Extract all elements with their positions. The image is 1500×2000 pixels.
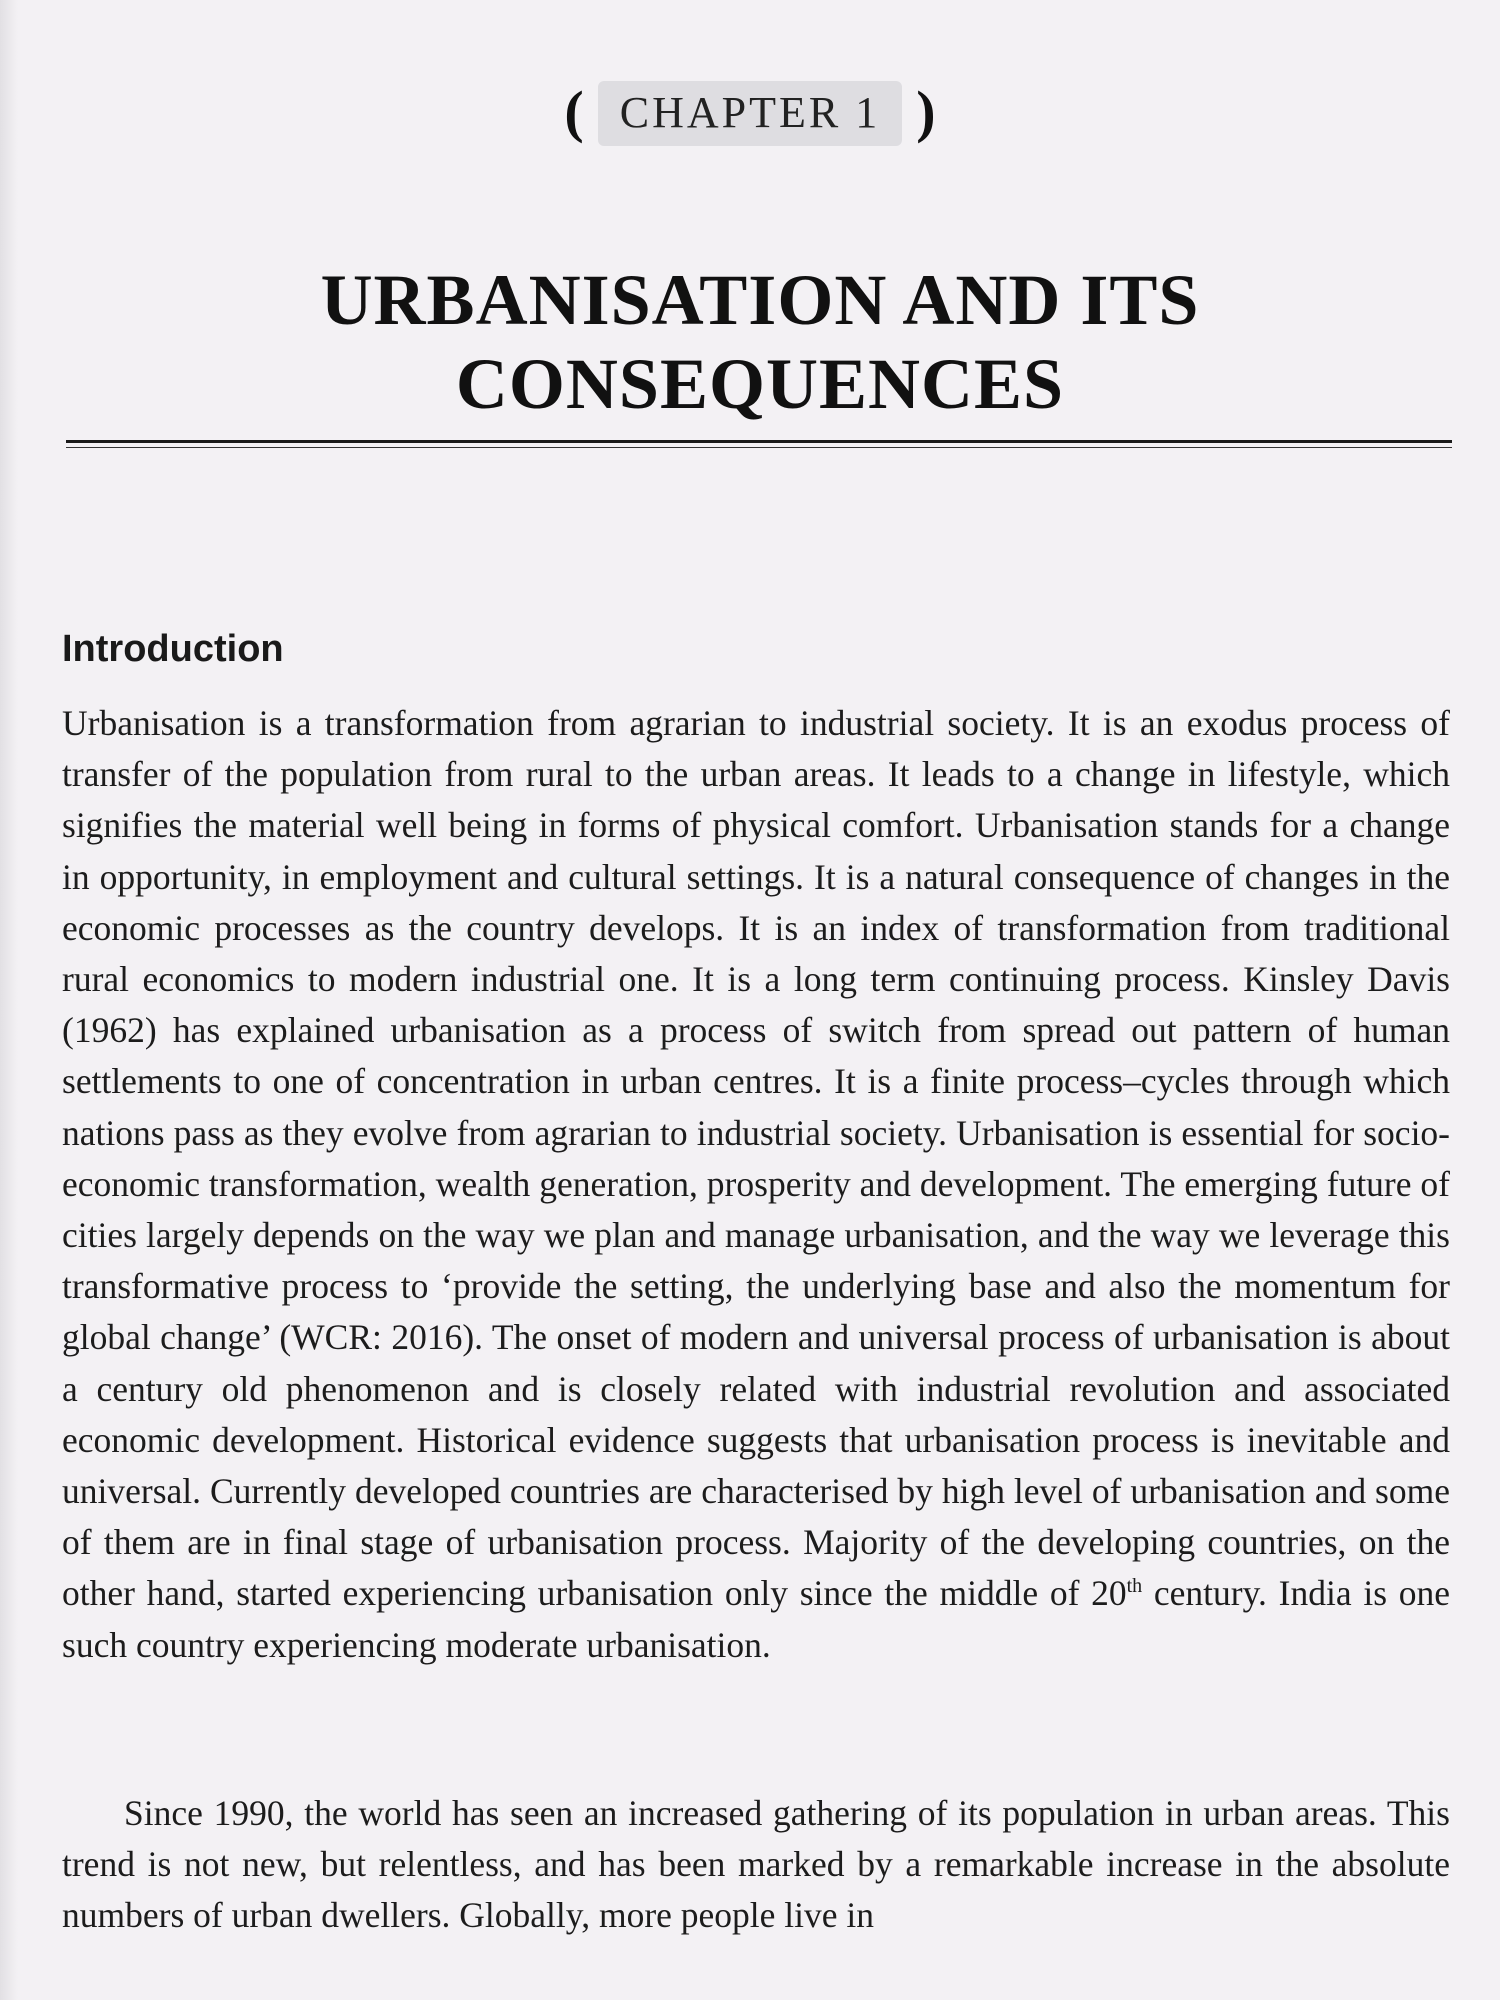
ordinal-superscript: th <box>1126 1575 1143 1598</box>
paragraph-1 <box>62 698 1450 1671</box>
chapter-title-line-2: CONSEQUENCES <box>455 344 1065 424</box>
chapter-label: CHAPTER 1 <box>598 81 902 146</box>
paragraph-2: Since 1990, the world has seen an increased gathering of its population in urban areas. This trend is not new, but relentless, and has been marked by a remarkable increase in the absolute numbers of urban dwellers. Globally, more people live in <box>62 1793 1450 1936</box>
close-parenthesis: ) <box>916 79 936 144</box>
title-rule-thick <box>66 440 1452 443</box>
paragraph-1-text: Urbanisation is a transformation from agrarian to industrial society. It is an exodus process of transfer of the population from rural to the urban areas. It leads to a change in lifestyle, which signifies the material well being in forms of physical comfort. Urbanisation stands for a change in opportunity, in employment and cultural settings. It is a natural consequence of changes in the economic processes as the country develops. It is an index of transformation from traditional rural economics to modern industrial one. It is a long term continuing process. Kinsley Davis (1962) has explained urbanisation as a process of switch from spread out pattern of human settlements to one of concentration in urban centres. It is a finite process–cycles through which nations pass as they evolve from agrarian to industrial society. Urbanisation is essential for socio-economic transformation, wealth generation, prosperity and development. The emerging future of cities largely depends on the way we plan and manage urbanisation, and the way we leverage this transformative process to ‘provide the setting, the underlying base and also the momentum for global change’ (WCR: 2016). The onset of modern and universal process of urbanisation is about a century old phenomenon and is closely related with industrial revolution and associated economic development. Historical evidence suggests that urbanisation process is inevitable and universal. Currently developed countries are characterised by high level of urbanisation and some of them are in final stage of urbanisation process. Majority of the developing countries, on the other hand, started experiencing urbanisation only since the middle of 20 <box>62 703 1450 1614</box>
title-rule-thin <box>66 447 1452 448</box>
open-parenthesis: ( <box>564 79 584 144</box>
chapter-title <box>60 258 1460 426</box>
section-heading: Introduction <box>62 628 284 670</box>
page-edge <box>0 0 18 2000</box>
chapter-title-line-1: URBANISATION AND ITS <box>320 260 1200 340</box>
chapter-header <box>0 78 1500 146</box>
paragraph-1-text-end: century. India is one such country experiencing moderate urbanisation. <box>62 1573 1450 1665</box>
